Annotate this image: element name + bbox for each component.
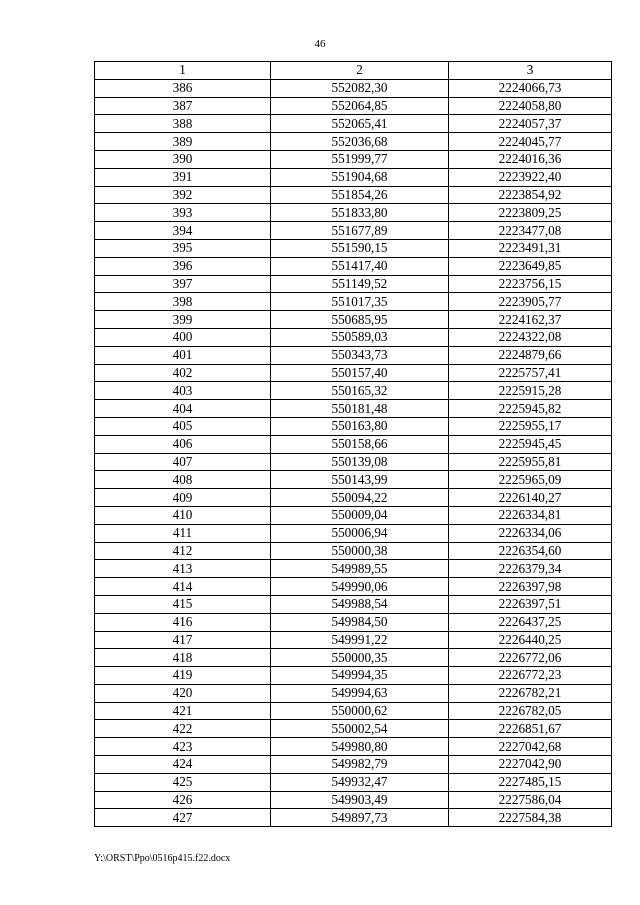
table-row bbox=[95, 204, 612, 222]
table-row bbox=[95, 97, 612, 115]
table-row bbox=[95, 311, 612, 329]
x-coordinate-cell: 551833,80 bbox=[271, 204, 449, 222]
x-coordinate-cell: 551149,52 bbox=[271, 275, 449, 293]
y-coordinate-cell: 2225955,17 bbox=[449, 417, 612, 435]
x-coordinate-cell: 549903,49 bbox=[271, 791, 449, 809]
x-coordinate-cell: 550158,66 bbox=[271, 435, 449, 453]
point-number-cell: 420 bbox=[95, 684, 271, 702]
table-row bbox=[95, 222, 612, 240]
y-coordinate-cell: 2227042,90 bbox=[449, 756, 612, 774]
x-coordinate-cell: 549982,79 bbox=[271, 756, 449, 774]
x-coordinate-cell: 552036,68 bbox=[271, 133, 449, 151]
y-coordinate-cell: 2223491,31 bbox=[449, 239, 612, 257]
x-coordinate-cell: 551854,26 bbox=[271, 186, 449, 204]
point-number-cell: 387 bbox=[95, 97, 271, 115]
y-coordinate-cell: 2226354,60 bbox=[449, 542, 612, 560]
table-row bbox=[95, 186, 612, 204]
table-row bbox=[95, 489, 612, 507]
y-coordinate-cell: 2226772,06 bbox=[449, 649, 612, 667]
table-row bbox=[95, 720, 612, 738]
point-number-cell: 396 bbox=[95, 257, 271, 275]
y-coordinate-cell: 2226782,05 bbox=[449, 702, 612, 720]
point-number-cell: 389 bbox=[95, 133, 271, 151]
x-coordinate-cell: 550000,62 bbox=[271, 702, 449, 720]
point-number-cell: 390 bbox=[95, 150, 271, 168]
table-row bbox=[95, 79, 612, 97]
point-number-cell: 405 bbox=[95, 417, 271, 435]
x-coordinate-cell: 552065,41 bbox=[271, 115, 449, 133]
y-coordinate-cell: 2224879,66 bbox=[449, 346, 612, 364]
x-coordinate-cell: 549991,22 bbox=[271, 631, 449, 649]
y-coordinate-cell: 2226334,06 bbox=[449, 524, 612, 542]
y-coordinate-cell: 2226397,98 bbox=[449, 578, 612, 596]
y-coordinate-cell: 2223477,08 bbox=[449, 222, 612, 240]
point-number-cell: 402 bbox=[95, 364, 271, 382]
x-coordinate-cell: 550163,80 bbox=[271, 417, 449, 435]
table-row bbox=[95, 150, 612, 168]
table-row bbox=[95, 115, 612, 133]
point-number-cell: 421 bbox=[95, 702, 271, 720]
table-row bbox=[95, 524, 612, 542]
y-coordinate-cell: 2224162,37 bbox=[449, 311, 612, 329]
point-number-cell: 398 bbox=[95, 293, 271, 311]
y-coordinate-cell: 2225915,28 bbox=[449, 382, 612, 400]
y-coordinate-cell: 2226437,25 bbox=[449, 613, 612, 631]
table-row bbox=[95, 382, 612, 400]
x-coordinate-cell: 552082,30 bbox=[271, 79, 449, 97]
y-coordinate-cell: 2226782,21 bbox=[449, 684, 612, 702]
y-coordinate-cell: 2227586,04 bbox=[449, 791, 612, 809]
x-coordinate-cell: 549994,63 bbox=[271, 684, 449, 702]
y-coordinate-cell: 2224057,37 bbox=[449, 115, 612, 133]
table-row bbox=[95, 471, 612, 489]
x-coordinate-cell: 551904,68 bbox=[271, 168, 449, 186]
point-number-cell: 424 bbox=[95, 756, 271, 774]
point-number-cell: 407 bbox=[95, 453, 271, 471]
y-coordinate-cell: 2225757,41 bbox=[449, 364, 612, 382]
point-number-cell: 426 bbox=[95, 791, 271, 809]
footer-file-path: Y:\ORST\Ppo\0516p415.f22.docx bbox=[94, 853, 231, 864]
point-number-cell: 409 bbox=[95, 489, 271, 507]
table-header-row bbox=[95, 62, 612, 80]
table-row bbox=[95, 702, 612, 720]
point-number-cell: 408 bbox=[95, 471, 271, 489]
x-coordinate-cell: 549994,35 bbox=[271, 667, 449, 685]
x-coordinate-cell: 551017,35 bbox=[271, 293, 449, 311]
table-row bbox=[95, 346, 612, 364]
coordinates-table bbox=[94, 61, 612, 827]
table-row bbox=[95, 595, 612, 613]
x-coordinate-cell: 550143,99 bbox=[271, 471, 449, 489]
point-number-cell: 392 bbox=[95, 186, 271, 204]
table-body bbox=[95, 79, 612, 826]
point-number-cell: 391 bbox=[95, 168, 271, 186]
point-number-cell: 404 bbox=[95, 400, 271, 418]
table-row bbox=[95, 649, 612, 667]
point-number-cell: 410 bbox=[95, 506, 271, 524]
table-row bbox=[95, 631, 612, 649]
point-number-cell: 401 bbox=[95, 346, 271, 364]
y-coordinate-cell: 2225965,09 bbox=[449, 471, 612, 489]
y-coordinate-cell: 2224066,73 bbox=[449, 79, 612, 97]
y-coordinate-cell: 2224322,08 bbox=[449, 328, 612, 346]
y-coordinate-cell: 2224016,36 bbox=[449, 150, 612, 168]
table-row bbox=[95, 809, 612, 827]
x-coordinate-cell: 552064,85 bbox=[271, 97, 449, 115]
page-number: 46 bbox=[314, 38, 326, 50]
y-coordinate-cell: 2226440,25 bbox=[449, 631, 612, 649]
table-row bbox=[95, 773, 612, 791]
y-coordinate-cell: 2223922,40 bbox=[449, 168, 612, 186]
x-coordinate-cell: 551590,15 bbox=[271, 239, 449, 257]
table-row bbox=[95, 667, 612, 685]
y-coordinate-cell: 2225945,82 bbox=[449, 400, 612, 418]
table-row bbox=[95, 417, 612, 435]
y-coordinate-cell: 2226140,27 bbox=[449, 489, 612, 507]
y-coordinate-cell: 2226379,34 bbox=[449, 560, 612, 578]
table-row bbox=[95, 453, 612, 471]
y-coordinate-cell: 2223809,25 bbox=[449, 204, 612, 222]
x-coordinate-cell: 549932,47 bbox=[271, 773, 449, 791]
x-coordinate-cell: 550589,03 bbox=[271, 328, 449, 346]
y-coordinate-cell: 2224045,77 bbox=[449, 133, 612, 151]
table-row bbox=[95, 168, 612, 186]
column-header: 2 bbox=[271, 62, 449, 80]
x-coordinate-cell: 549988,54 bbox=[271, 595, 449, 613]
point-number-cell: 425 bbox=[95, 773, 271, 791]
y-coordinate-cell: 2227485,15 bbox=[449, 773, 612, 791]
point-number-cell: 413 bbox=[95, 560, 271, 578]
y-coordinate-cell: 2223756,15 bbox=[449, 275, 612, 293]
point-number-cell: 416 bbox=[95, 613, 271, 631]
point-number-cell: 386 bbox=[95, 79, 271, 97]
y-coordinate-cell: 2223854,92 bbox=[449, 186, 612, 204]
point-number-cell: 415 bbox=[95, 595, 271, 613]
point-number-cell: 403 bbox=[95, 382, 271, 400]
x-coordinate-cell: 551999,77 bbox=[271, 150, 449, 168]
y-coordinate-cell: 2225945,45 bbox=[449, 435, 612, 453]
x-coordinate-cell: 550002,54 bbox=[271, 720, 449, 738]
table-row bbox=[95, 791, 612, 809]
x-coordinate-cell: 550009,04 bbox=[271, 506, 449, 524]
point-number-cell: 417 bbox=[95, 631, 271, 649]
x-coordinate-cell: 550094,22 bbox=[271, 489, 449, 507]
table-row bbox=[95, 133, 612, 151]
y-coordinate-cell: 2225955,81 bbox=[449, 453, 612, 471]
table-row bbox=[95, 738, 612, 756]
point-number-cell: 395 bbox=[95, 239, 271, 257]
point-number-cell: 388 bbox=[95, 115, 271, 133]
table-row bbox=[95, 364, 612, 382]
column-header: 3 bbox=[449, 62, 612, 80]
x-coordinate-cell: 550685,95 bbox=[271, 311, 449, 329]
point-number-cell: 393 bbox=[95, 204, 271, 222]
y-coordinate-cell: 2226334,81 bbox=[449, 506, 612, 524]
table-row bbox=[95, 542, 612, 560]
x-coordinate-cell: 549980,80 bbox=[271, 738, 449, 756]
table-row bbox=[95, 506, 612, 524]
x-coordinate-cell: 549984,50 bbox=[271, 613, 449, 631]
table-row bbox=[95, 756, 612, 774]
y-coordinate-cell: 2226772,23 bbox=[449, 667, 612, 685]
point-number-cell: 418 bbox=[95, 649, 271, 667]
table-row bbox=[95, 293, 612, 311]
table-row bbox=[95, 257, 612, 275]
y-coordinate-cell: 2226397,51 bbox=[449, 595, 612, 613]
point-number-cell: 414 bbox=[95, 578, 271, 596]
x-coordinate-cell: 550000,35 bbox=[271, 649, 449, 667]
x-coordinate-cell: 550343,73 bbox=[271, 346, 449, 364]
y-coordinate-cell: 2223649,85 bbox=[449, 257, 612, 275]
y-coordinate-cell: 2223905,77 bbox=[449, 293, 612, 311]
x-coordinate-cell: 549989,55 bbox=[271, 560, 449, 578]
point-number-cell: 399 bbox=[95, 311, 271, 329]
table-row bbox=[95, 328, 612, 346]
x-coordinate-cell: 550181,48 bbox=[271, 400, 449, 418]
y-coordinate-cell: 2226851,67 bbox=[449, 720, 612, 738]
point-number-cell: 406 bbox=[95, 435, 271, 453]
point-number-cell: 427 bbox=[95, 809, 271, 827]
point-number-cell: 394 bbox=[95, 222, 271, 240]
y-coordinate-cell: 2224058,80 bbox=[449, 97, 612, 115]
y-coordinate-cell: 2227584,38 bbox=[449, 809, 612, 827]
x-coordinate-cell: 550157,40 bbox=[271, 364, 449, 382]
x-coordinate-cell: 551417,40 bbox=[271, 257, 449, 275]
table-row bbox=[95, 560, 612, 578]
point-number-cell: 411 bbox=[95, 524, 271, 542]
point-number-cell: 397 bbox=[95, 275, 271, 293]
table-row bbox=[95, 684, 612, 702]
table-row bbox=[95, 239, 612, 257]
x-coordinate-cell: 549897,73 bbox=[271, 809, 449, 827]
point-number-cell: 423 bbox=[95, 738, 271, 756]
x-coordinate-cell: 551677,89 bbox=[271, 222, 449, 240]
table-row bbox=[95, 578, 612, 596]
point-number-cell: 419 bbox=[95, 667, 271, 685]
x-coordinate-cell: 550165,32 bbox=[271, 382, 449, 400]
point-number-cell: 400 bbox=[95, 328, 271, 346]
table-row bbox=[95, 435, 612, 453]
x-coordinate-cell: 550139,08 bbox=[271, 453, 449, 471]
x-coordinate-cell: 549990,06 bbox=[271, 578, 449, 596]
table-row bbox=[95, 275, 612, 293]
x-coordinate-cell: 550000,38 bbox=[271, 542, 449, 560]
column-header: 1 bbox=[95, 62, 271, 80]
point-number-cell: 412 bbox=[95, 542, 271, 560]
table-row bbox=[95, 613, 612, 631]
y-coordinate-cell: 2227042,68 bbox=[449, 738, 612, 756]
x-coordinate-cell: 550006,94 bbox=[271, 524, 449, 542]
point-number-cell: 422 bbox=[95, 720, 271, 738]
table-row bbox=[95, 400, 612, 418]
